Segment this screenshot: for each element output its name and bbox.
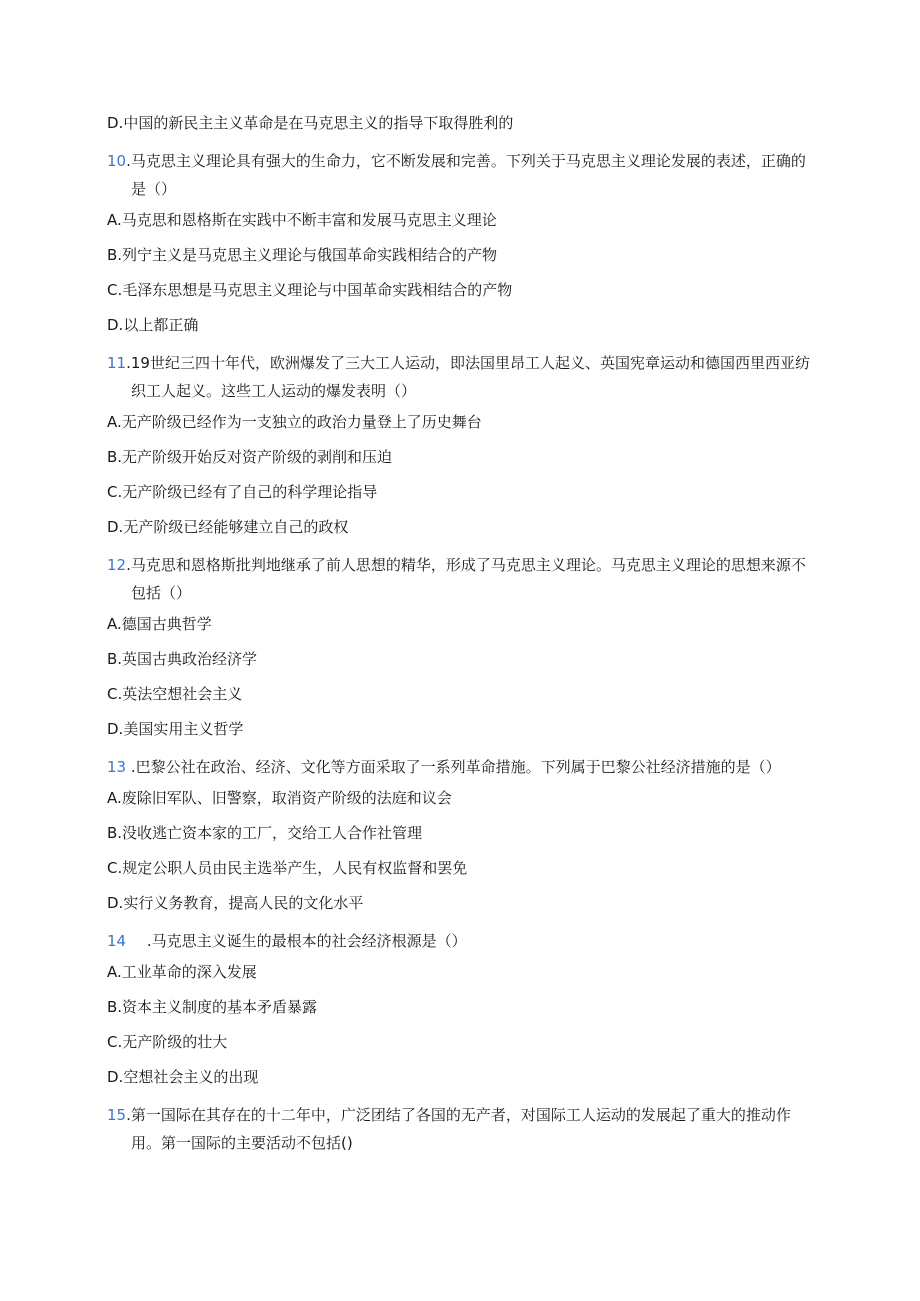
option-11d: D.无产阶级已经能够建立自己的政权 [107,518,349,536]
question-number: 10 [107,152,127,170]
option-13d: D.实行义务教育，提高人民的文化水平 [107,894,364,912]
option-10b: B.列宁主义是马克思主义理论与俄国革命实践相结合的产物 [107,246,498,264]
option-14a: A.工业革命的深入发展 [107,963,257,981]
option-13a: A.废除旧军队、旧警察，取消资产阶级的法庭和议会 [107,789,452,807]
option-12b: B.英国古典政治经济学 [107,650,258,668]
question-text: .马克思主义理论具有强大的生命力，它不断发展和完善。下列关于马克思主义理论发展的表述，正确的是（） [126,152,806,198]
option-14d: D.空想社会主义的出现 [107,1068,259,1086]
question-number: 14 [107,932,127,950]
option-12c: C.英法空想社会主义 [107,685,243,703]
question-number: 12 [107,556,127,574]
option-10a: A.马克思和恩格斯在实践中不断丰富和发展马克思主义理论 [107,211,497,229]
question-number: 13 [107,758,127,776]
question-15 [107,1101,812,1157]
option-11a: A.无产阶级已经作为一支独立的政治力量登上了历史舞台 [107,413,482,431]
option-11b: B.无产阶级开始反对资产阶级的剥削和压迫 [107,448,393,466]
question-14 [107,927,812,955]
question-number: 15 [107,1106,127,1124]
option-14b: B.资本主义制度的基本矛盾暴露 [107,998,318,1016]
option-14c: C.无产阶级的壮大 [107,1033,228,1051]
option-12d: D.美国实用主义哲学 [107,720,244,738]
option-10c: C.毛泽东思想是马克思主义理论与中国革命实践相结合的产物 [107,281,513,299]
option-13b: B.没收逃亡资本家的工厂，交给工人合作社管理 [107,824,423,842]
question-11 [107,349,812,405]
option-12a: A.德国古典哲学 [107,615,212,633]
option-11c: C.无产阶级已经有了自己的科学理论指导 [107,483,378,501]
question-text: .马克思和恩格斯批判地继承了前人思想的精华，形成了马克思主义理论。马克思主义理论的思想来源不包括（） [126,556,806,602]
question-text: .巴黎公社在政治、经济、文化等方面采取了一系列革命措施。下列属于巴黎公社经济措施的是（） [126,758,781,776]
question-text: .第一国际在其存在的十二年中，广泛团结了各国的无产者，对国际工人运动的发展起了重大的推动作用。第一国际的主要活动不包括() [126,1106,791,1152]
option-9d: D.中国的新民主主义革命是在马克思主义的指导下取得胜利的 [107,114,514,132]
option-10d: D.以上都正确 [107,316,199,334]
question-number: 11 [107,354,127,372]
question-text: .马克思主义诞生的最根本的社会经济根源是（） [142,932,467,950]
question-list [107,112,812,1163]
question-13 [107,753,812,781]
option-13c: C.规定公职人员由民主选举产生，人民有权监督和罢免 [107,859,468,877]
question-12 [107,551,812,607]
question-10 [107,147,812,203]
question-text: .19世纪三四十年代，欧洲爆发了三大工人运动，即法国里昂工人起义、英国宪章运动和德国西里西亚纺织工人起义。这些工人运动的爆发表明（） [126,354,810,400]
